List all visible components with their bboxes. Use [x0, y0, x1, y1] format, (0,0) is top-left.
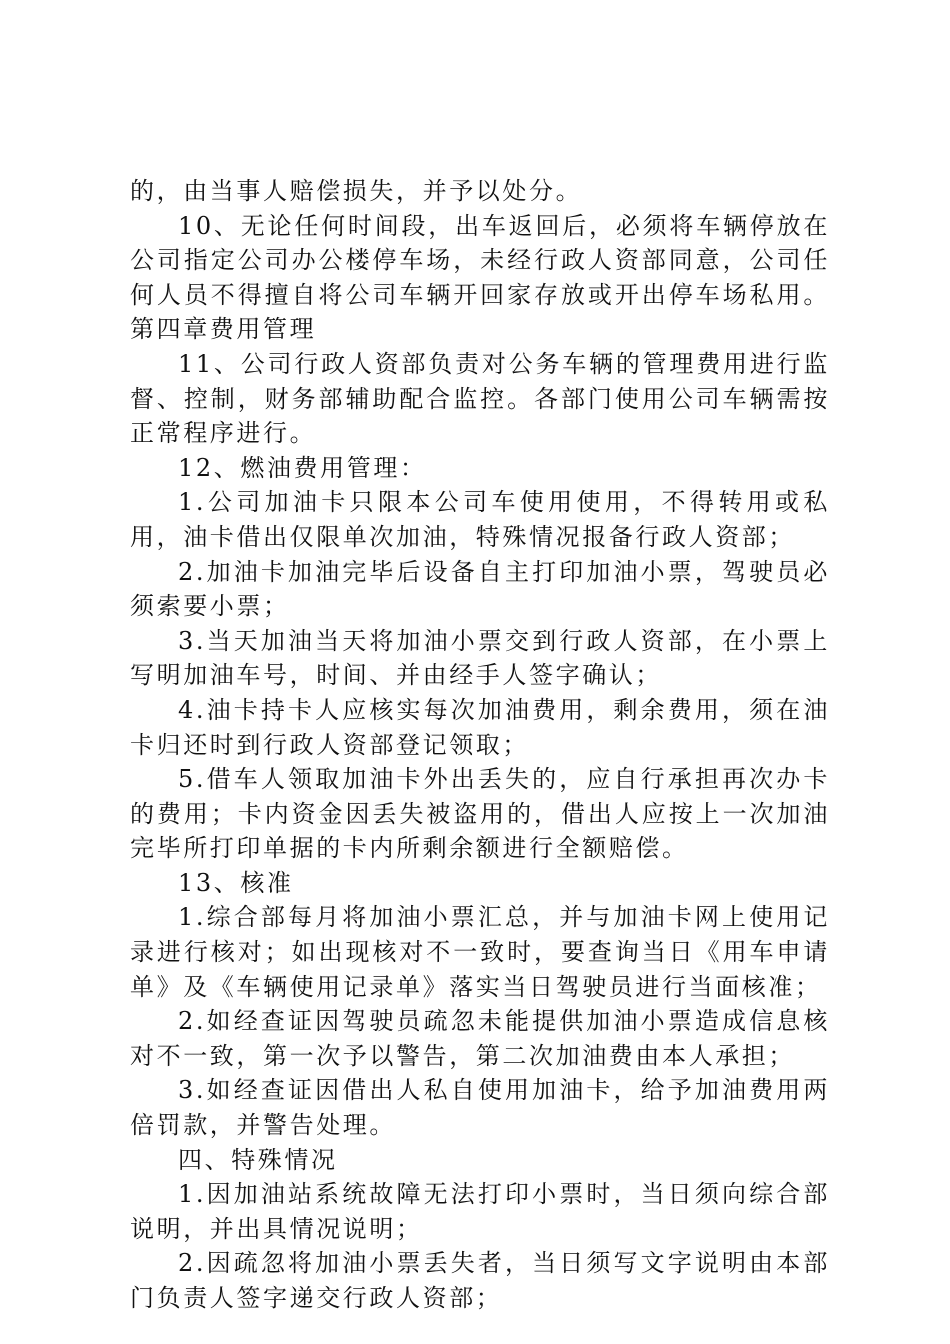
paragraph-5: 2.加油卡加油完毕后设备自主打印加油小票，驾驶员必须索要小票； — [130, 557, 830, 621]
paragraph-7: 4.油卡持卡人应核实每次加油费用，剩余费用，须在油卡归还时到行政人资部登记领取； — [130, 695, 830, 759]
paragraph-14: 1.因加油站系统故障无法打印小票时，当日须向综合部说明，并出具情况说明； — [130, 1180, 830, 1243]
paragraph-4: 1.公司加油卡只限本公司车使用使用，不得转用或私用，油卡借出仅限单次加油，特殊情况报备行政人资部； — [130, 488, 830, 551]
paragraph-15: 2.因疏忽将加油小票丢失者，当日须写文字说明由本部门负责人签字递交行政人资部； — [130, 1249, 830, 1312]
paragraph-6: 3.当天加油当天将加油小票交到行政人资部，在小票上写明加油车号，时间、并由经手人签字确认； — [130, 626, 830, 690]
paragraph-8: 5.借车人领取加油卡外出丢失的，应自行承担再次办卡的费用；卡内资金因丢失被盗用的，借出人应按上一次加油完毕所打印单据的卡内所剩余额进行全额赔偿。 — [130, 765, 830, 863]
paragraph-9: 13、核准 — [178, 868, 294, 897]
paragraph-10: 1.综合部每月将加油小票汇总，并与加油卡网上使用记录进行核对；如出现核对不一致时，要查询当日《用车申请单》及《车辆使用记录单》落实当日驾驶员进行当面核准； — [130, 903, 830, 1001]
paragraph-12: 3.如经查证因借出人私自使用加油卡，给予加油费用两倍罚款，并警告处理。 — [130, 1076, 830, 1140]
paragraph-13: 四、特殊情况 — [178, 1145, 338, 1174]
paragraph-2: 11、公司行政人资部负责对公务车辆的管理费用进行监督、控制，财务部辅助配合监控。各部门使用公司车辆需按正常程序进行。 — [130, 349, 830, 448]
paragraph-1: 10、无论任何时间段，出车返回后，必须将车辆停放在公司指定公司办公楼停车场，未经行政人资部同意，公司任何人员不得擅自将公司车辆开回家存放或开出停车场私用。第四章费用管理 — [130, 211, 830, 344]
paragraph-0: 的，由当事人赔偿损失，并予以处分。 — [130, 177, 583, 205]
paragraph-3: 12、燃油费用管理： — [178, 453, 427, 482]
paragraph-11: 2.如经查证因驾驶员疏忽未能提供加油小票造成信息核对不一致，第一次予以警告，第二次加油费由本人承担； — [130, 1007, 830, 1070]
document-body — [130, 174, 830, 1316]
